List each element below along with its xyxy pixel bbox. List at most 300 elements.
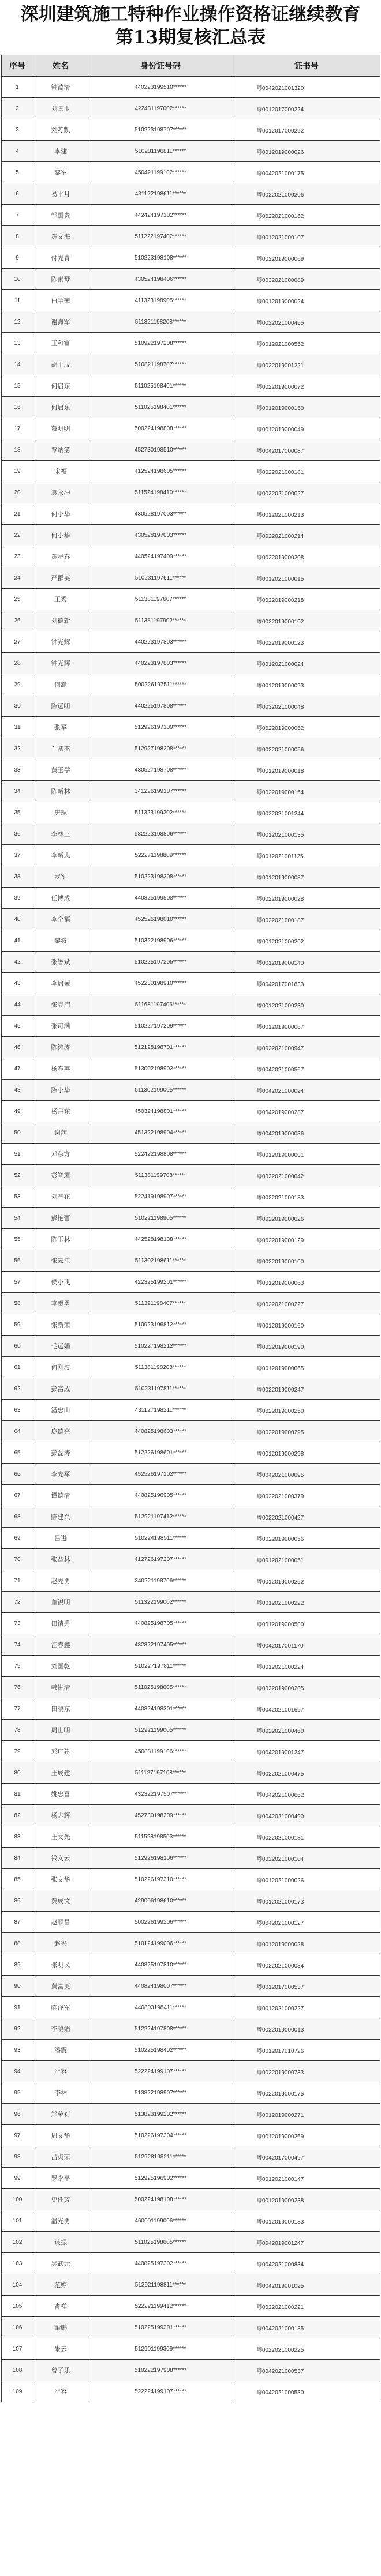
row-id-number: 440803198411****** (88, 1997, 233, 2018)
row-id-number: 510222197908****** (88, 2360, 233, 2381)
row-serial: 76 (2, 1677, 33, 1698)
row-id-number: 511127197108****** (88, 1762, 233, 1784)
table-row (2, 1741, 380, 1762)
row-name: 李启荣 (33, 973, 88, 994)
row-id-number: 511025198401****** (88, 375, 233, 397)
table-row (2, 1400, 380, 1421)
row-serial: 56 (2, 1250, 33, 1272)
row-name: 黄星春 (33, 546, 88, 567)
table-row (2, 2018, 380, 2040)
table-row (2, 2274, 380, 2296)
row-certificate-number: 粤0012021000024 (233, 653, 380, 674)
table-row (2, 1485, 380, 1506)
row-id-number: 511025198605****** (88, 2232, 233, 2253)
table-row (2, 1677, 380, 1698)
table-row (2, 1101, 380, 1122)
row-name: 田晓东 (33, 1698, 88, 1720)
row-certificate-number: 粤0012017000537 (233, 1976, 380, 1997)
row-id-number: 452230198910****** (88, 973, 233, 994)
row-serial: 96 (2, 2104, 33, 2125)
row-id-number: 510226197310****** (88, 1869, 233, 1890)
row-certificate-number: 粤0042021000094 (233, 1080, 380, 1101)
table-row (2, 354, 380, 375)
row-certificate-number: 粤0042021000537 (233, 2360, 380, 2381)
table-row (2, 653, 380, 674)
table-row (2, 119, 380, 141)
row-id-number: 510226197304****** (88, 2125, 233, 2146)
row-name: 周世明 (33, 1720, 88, 1741)
table-row (2, 930, 380, 952)
row-id-number: 512128198701****** (88, 1037, 233, 1058)
row-name: 陈涛涛 (33, 1037, 88, 1058)
row-name: 曾子乐 (33, 2360, 88, 2381)
row-name: 赵先勇 (33, 1570, 88, 1592)
row-name: 邓东方 (33, 1144, 88, 1165)
row-serial: 61 (2, 1357, 33, 1378)
table-row (2, 2146, 380, 2168)
row-id-number: 510227197811****** (88, 1656, 233, 1677)
row-name: 付先青 (33, 247, 88, 269)
row-id-number: 511381197902****** (88, 610, 233, 631)
row-certificate-number: 粤0022019000026 (233, 1208, 380, 1229)
row-id-number: 440824198301****** (88, 1698, 233, 1720)
row-serial: 99 (2, 2168, 33, 2189)
table-row (2, 1805, 380, 1826)
row-certificate-number: 粤0012019000271 (233, 2104, 380, 2125)
row-certificate-number: 粤0042019001095 (233, 2274, 380, 2296)
row-serial: 28 (2, 653, 33, 674)
row-name: 宵祥 (33, 2296, 88, 2317)
table-row (2, 183, 380, 205)
row-certificate-number: 粤0012021000026 (233, 1869, 380, 1890)
table-row (2, 1698, 380, 1720)
table-row (2, 610, 380, 631)
row-name: 何嵩 (33, 674, 88, 695)
row-serial: 10 (2, 269, 33, 290)
row-id-number: 412726197207****** (88, 1549, 233, 1570)
row-certificate-number: 粤0012019000298 (233, 1442, 380, 1464)
table-row (2, 1613, 380, 1634)
table-row (2, 909, 380, 930)
row-certificate-number: 粤0022021000206 (233, 183, 380, 205)
row-serial: 14 (2, 354, 33, 375)
table-row (2, 333, 380, 354)
row-name: 张明民 (33, 1954, 88, 1976)
table-row (2, 717, 380, 738)
row-id-number: 512224197808****** (88, 2018, 233, 2040)
row-certificate-number: 粤0042017000087 (233, 439, 380, 461)
row-serial: 68 (2, 1506, 33, 1528)
row-name: 黄玉学 (33, 759, 88, 781)
table-row (2, 994, 380, 1016)
row-serial: 42 (2, 952, 33, 973)
row-serial: 38 (2, 866, 33, 888)
row-name: 姚忠喜 (33, 1784, 88, 1805)
table-row (2, 98, 380, 119)
row-name: 何启东 (33, 397, 88, 418)
row-id-number: 422431197002****** (88, 98, 233, 119)
row-name: 唐琨 (33, 802, 88, 823)
row-certificate-number: 粤0022021000427 (233, 1506, 380, 1528)
row-name: 罗军 (33, 866, 88, 888)
table-row (2, 1229, 380, 1250)
row-serial: 69 (2, 1528, 33, 1549)
row-certificate-number: 粤0022021000455 (233, 311, 380, 333)
row-id-number: 511524198410****** (88, 482, 233, 503)
row-serial: 18 (2, 439, 33, 461)
row-name: 董锐明 (33, 1592, 88, 1613)
row-id-number: 510124199006****** (88, 1933, 233, 1954)
row-serial: 39 (2, 888, 33, 909)
row-certificate-number: 粤0042021000127 (233, 1912, 380, 1933)
header-name: 姓名 (33, 55, 88, 77)
table-row (2, 1890, 380, 1912)
row-certificate-number: 粤0022021000227 (233, 1293, 380, 1314)
row-serial: 94 (2, 2061, 33, 2082)
table-row (2, 503, 380, 525)
row-certificate-number: 粤0012019000238 (233, 2189, 380, 2210)
row-serial: 79 (2, 1741, 33, 1762)
row-name: 张文华 (33, 1869, 88, 1890)
row-serial: 107 (2, 2338, 33, 2360)
row-serial: 84 (2, 1848, 33, 1869)
row-serial: 97 (2, 2125, 33, 2146)
table-row (2, 269, 380, 290)
row-id-number: 411323198905****** (88, 290, 233, 311)
table-row (2, 2168, 380, 2189)
row-name: 罗永平 (33, 2168, 88, 2189)
row-certificate-number: 粤0042021000175 (233, 162, 380, 183)
row-id-number: 430527198708****** (88, 759, 233, 781)
row-serial: 91 (2, 1997, 33, 2018)
row-id-number: 511381199708****** (88, 1165, 233, 1186)
row-serial: 95 (2, 2082, 33, 2104)
table-row (2, 1933, 380, 1954)
row-id-number: 452730198510****** (88, 439, 233, 461)
row-id-number: 430528197003****** (88, 525, 233, 546)
table-row (2, 1037, 380, 1058)
row-id-number: 500224198108****** (88, 2189, 233, 2210)
row-id-number: 430524198406****** (88, 269, 233, 290)
table-row (2, 2104, 380, 2125)
table-row (2, 973, 380, 994)
row-serial: 70 (2, 1549, 33, 1570)
row-id-number: 452526198010****** (88, 909, 233, 930)
row-serial: 59 (2, 1314, 33, 1336)
row-name: 熊艳蕾 (33, 1208, 88, 1229)
table-row (2, 1080, 380, 1101)
table-row (2, 2125, 380, 2146)
row-serial: 20 (2, 482, 33, 503)
row-id-number: 512226198601****** (88, 1442, 233, 1464)
row-certificate-number: 粤0012021000222 (233, 1592, 380, 1613)
row-name: 张军 (33, 717, 88, 738)
table-row (2, 1122, 380, 1144)
table-row (2, 738, 380, 759)
row-id-number: 512901199309****** (88, 2338, 233, 2360)
table-row (2, 1592, 380, 1613)
row-serial: 46 (2, 1037, 33, 1058)
table-row (2, 1378, 380, 1400)
row-name: 黄文海 (33, 226, 88, 247)
row-id-number: 432322197405****** (88, 1634, 233, 1656)
row-serial: 53 (2, 1186, 33, 1208)
row-serial: 34 (2, 781, 33, 802)
row-serial: 57 (2, 1272, 33, 1293)
row-serial: 37 (2, 845, 33, 866)
row-certificate-number: 粤0012021000227 (233, 1997, 380, 2018)
table-row (2, 2189, 380, 2210)
row-name: 刘晋花 (33, 1186, 88, 1208)
row-serial: 27 (2, 631, 33, 653)
row-name: 邓广建 (33, 1741, 88, 1762)
row-serial: 47 (2, 1058, 33, 1080)
row-serial: 40 (2, 909, 33, 930)
row-name: 严群英 (33, 567, 88, 589)
row-serial: 58 (2, 1293, 33, 1314)
table-row (2, 695, 380, 717)
row-id-number: 511381197607****** (88, 589, 233, 610)
row-name: 刘国乾 (33, 1656, 88, 1677)
row-name: 黄成文 (33, 1890, 88, 1912)
row-serial: 12 (2, 311, 33, 333)
table-row (2, 781, 380, 802)
row-certificate-number: 粤0032021000089 (233, 269, 380, 290)
row-certificate-number: 粤0012019000065 (233, 1357, 380, 1378)
row-serial: 106 (2, 2317, 33, 2338)
row-name: 李新忠 (33, 845, 88, 866)
row-serial: 55 (2, 1229, 33, 1250)
table-row (2, 2082, 380, 2104)
row-serial: 109 (2, 2381, 33, 2402)
row-id-number: 511323199202****** (88, 802, 233, 823)
row-certificate-number: 粤0042021000834 (233, 2253, 380, 2274)
row-certificate-number: 粤0012021000051 (233, 1549, 380, 1570)
row-serial: 6 (2, 183, 33, 205)
row-serial: 88 (2, 1933, 33, 1954)
row-serial: 43 (2, 973, 33, 994)
table-row (2, 631, 380, 653)
table-row (2, 1421, 380, 1442)
row-serial: 1 (2, 77, 33, 98)
row-id-number: 512928198211****** (88, 2146, 233, 2168)
row-name: 庞德亮 (33, 1421, 88, 1442)
row-certificate-number: 粤0022019001221 (233, 354, 380, 375)
row-certificate-number: 粤0022019000056 (233, 1528, 380, 1549)
row-certificate-number: 粤0022021000183 (233, 1186, 380, 1208)
row-name: 胡十辰 (33, 354, 88, 375)
row-id-number: 340221198706****** (88, 1570, 233, 1592)
row-id-number: 430528197003****** (88, 503, 233, 525)
row-id-number: 510223198707****** (88, 119, 233, 141)
row-certificate-number: 粤0012019000160 (233, 1314, 380, 1336)
row-name: 张克浦 (33, 994, 88, 1016)
row-name: 钟光辉 (33, 653, 88, 674)
row-certificate-number: 粤0042021000490 (233, 1805, 380, 1826)
row-certificate-number: 粤0042019000287 (233, 1101, 380, 1122)
row-certificate-number: 粤0022021000460 (233, 1720, 380, 1741)
row-id-number: 512926197109****** (88, 717, 233, 738)
row-name: 蔡明明 (33, 418, 88, 439)
row-name: 周文华 (33, 2125, 88, 2146)
row-certificate-number: 粤0022021000181 (233, 1826, 380, 1848)
row-id-number: 451322198904****** (88, 1122, 233, 1144)
row-certificate-number: 粤0012017010726 (233, 2040, 380, 2061)
row-certificate-number: 粤0042017001833 (233, 973, 380, 994)
row-name: 杨春英 (33, 1058, 88, 1080)
row-serial: 72 (2, 1592, 33, 1613)
row-certificate-number: 粤0042021000662 (233, 1784, 380, 1805)
row-name: 杨志辉 (33, 1805, 88, 1826)
table-row (2, 397, 380, 418)
row-certificate-number: 粤0042021000095 (233, 1464, 380, 1485)
table-row (2, 461, 380, 482)
row-serial: 93 (2, 2040, 33, 2061)
row-certificate-number: 粤0012021000202 (233, 930, 380, 952)
row-name: 袁永冲 (33, 482, 88, 503)
row-id-number: 512921197412****** (88, 1506, 233, 1528)
row-certificate-number: 粤0022019000102 (233, 610, 380, 631)
row-name: 温光勇 (33, 2210, 88, 2232)
row-name: 谢茜 (33, 1122, 88, 1144)
row-name: 严容 (33, 2061, 88, 2082)
row-certificate-number: 粤0022019000250 (233, 1400, 380, 1421)
row-serial: 92 (2, 2018, 33, 2040)
row-certificate-number: 粤0012019000001 (233, 1144, 380, 1165)
table-row (2, 418, 380, 439)
row-id-number: 440825197810****** (88, 1954, 233, 1976)
row-certificate-number: 粤0022019000295 (233, 1421, 380, 1442)
row-id-number: 522221199412****** (88, 2296, 233, 2317)
row-certificate-number: 粤0022021000214 (233, 525, 380, 546)
row-certificate-number: 粤0012019000063 (233, 1272, 380, 1293)
row-id-number: 522422198808****** (88, 1144, 233, 1165)
row-serial: 4 (2, 141, 33, 162)
table-row (2, 1186, 380, 1208)
table-row (2, 866, 380, 888)
row-name: 陈素琴 (33, 269, 88, 290)
table-row (2, 1570, 380, 1592)
table-row (2, 2061, 380, 2082)
row-name: 严容 (33, 2381, 88, 2402)
row-id-number: 440223197803****** (88, 631, 233, 653)
row-serial: 104 (2, 2274, 33, 2296)
row-name: 谈振 (33, 2232, 88, 2253)
row-name: 陈泽军 (33, 1997, 88, 2018)
row-certificate-number: 粤0022019000208 (233, 546, 380, 567)
table-row (2, 1656, 380, 1677)
row-certificate-number: 粤0022019000028 (233, 888, 380, 909)
row-serial: 101 (2, 2210, 33, 2232)
row-id-number: 510223198308****** (88, 866, 233, 888)
row-name: 覃炳第 (33, 439, 88, 461)
row-name: 何刚波 (33, 1357, 88, 1378)
row-name: 田清秀 (33, 1613, 88, 1634)
row-certificate-number: 粤0022019000123 (233, 631, 380, 653)
row-id-number: 450881199106****** (88, 1741, 233, 1762)
row-certificate-number: 粤0012021000213 (233, 503, 380, 525)
row-id-number: 512926198106****** (88, 1848, 233, 1869)
row-certificate-number: 粤0012021000135 (233, 823, 380, 845)
row-serial: 89 (2, 1954, 33, 1976)
row-serial: 29 (2, 674, 33, 695)
row-name: 张云江 (33, 1250, 88, 1272)
table-row (2, 1357, 380, 1378)
row-serial: 21 (2, 503, 33, 525)
row-name: 梁鹏 (33, 2317, 88, 2338)
row-serial: 65 (2, 1442, 33, 1464)
table-row (2, 952, 380, 973)
row-certificate-number: 粤0022021000181 (233, 461, 380, 482)
row-name: 彭智瑾 (33, 1165, 88, 1186)
row-name: 吴武元 (33, 2253, 88, 2274)
row-certificate-number: 粤0022019000175 (233, 2082, 380, 2104)
row-id-number: 522419198907****** (88, 1186, 233, 1208)
row-id-number: 341226199107****** (88, 781, 233, 802)
row-name: 何小华 (33, 525, 88, 546)
row-id-number: 510922197208****** (88, 333, 233, 354)
row-serial: 82 (2, 1805, 33, 1826)
table-row (2, 2317, 380, 2338)
row-serial: 26 (2, 610, 33, 631)
row-name: 张可满 (33, 1016, 88, 1037)
row-name: 黄富英 (33, 1976, 88, 1997)
row-serial: 30 (2, 695, 33, 717)
row-name: 白学荣 (33, 290, 88, 311)
row-name: 侯小飞 (33, 1272, 88, 1293)
table-row (2, 525, 380, 546)
row-id-number: 460001199006****** (88, 2210, 233, 2232)
table-row (2, 2338, 380, 2360)
row-id-number: 450421199102****** (88, 162, 233, 183)
row-name: 李晓娟 (33, 2018, 88, 2040)
row-certificate-number: 粤0022019000154 (233, 781, 380, 802)
row-name: 何启东 (33, 375, 88, 397)
row-name: 李建 (33, 141, 88, 162)
row-id-number: 511302198611****** (88, 1250, 233, 1272)
table-row (2, 2381, 380, 2402)
row-id-number: 440825196905****** (88, 1485, 233, 1506)
table-row (2, 1528, 380, 1549)
row-id-number: 511381198208****** (88, 1357, 233, 1378)
row-certificate-number: 粤0022019000733 (233, 2061, 380, 2082)
row-certificate-number: 粤0042019001247 (233, 2232, 380, 2253)
row-certificate-number: 粤0012019000026 (233, 141, 380, 162)
table-row (2, 1869, 380, 1890)
row-name: 李全福 (33, 909, 88, 930)
row-id-number: 522271198809****** (88, 845, 233, 866)
table-row (2, 77, 380, 98)
row-id-number: 511322199002****** (88, 1592, 233, 1613)
row-serial: 77 (2, 1698, 33, 1720)
row-certificate-number: 粤0022021000042 (233, 1165, 380, 1186)
row-id-number: 500224198808****** (88, 418, 233, 439)
row-certificate-number: 粤0012019000028 (233, 1933, 380, 1954)
row-id-number: 510227197209****** (88, 1016, 233, 1037)
row-serial: 62 (2, 1378, 33, 1400)
row-certificate-number: 粤0012021000107 (233, 226, 380, 247)
table-row (2, 1762, 380, 1784)
table-header-row (2, 55, 380, 77)
row-certificate-number: 粤0012019000018 (233, 759, 380, 781)
table-row (2, 567, 380, 589)
table-row (2, 1848, 380, 1869)
row-certificate-number: 粤0042021000567 (233, 1058, 380, 1080)
row-serial: 54 (2, 1208, 33, 1229)
row-id-number: 511321198208****** (88, 311, 233, 333)
row-name: 王成建 (33, 1762, 88, 1784)
row-serial: 71 (2, 1570, 33, 1592)
